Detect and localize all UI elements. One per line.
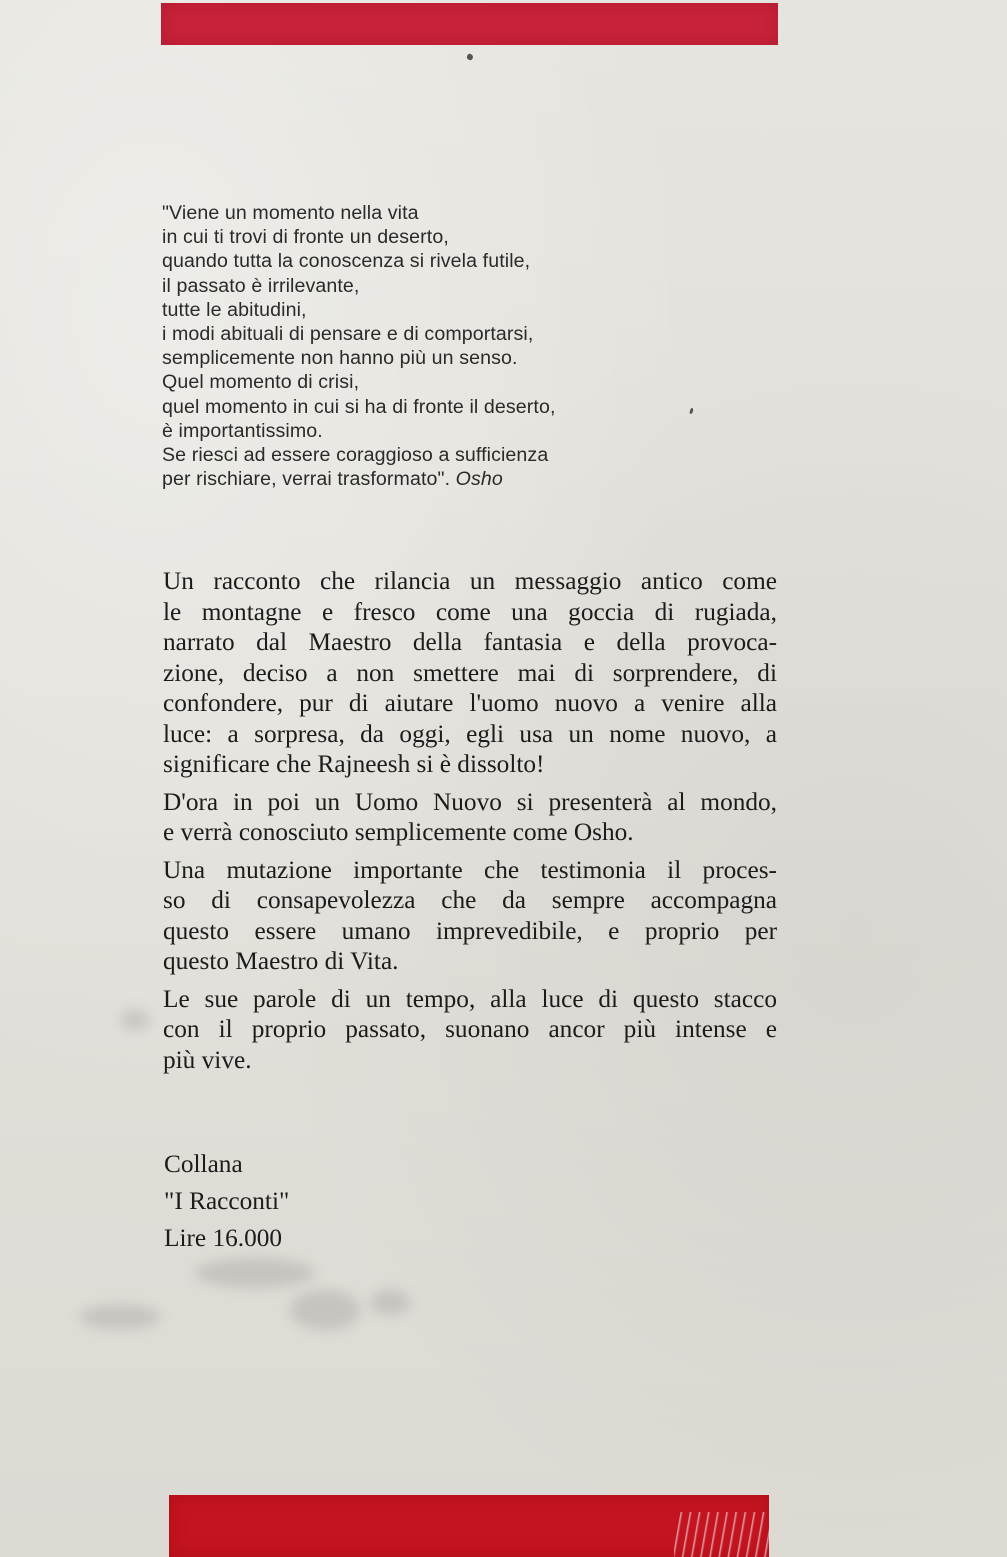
quote-line: i modi abituali di pensare e di comportarsi, [162,323,534,346]
description-line: e verrà conosciuto semplicemente come Osho. [163,818,634,846]
quote-line: Quel momento di crisi, [162,371,360,394]
quote-line: per rischiare, verrai trasformato". [162,468,451,491]
description-line: narrato dal Maestro della fantasia e della provoca- [163,628,777,656]
quote-line: quel momento in cui si ha di fronte il deserto, [162,395,556,418]
description-line: questo essere umano imprevedibile, e proprio per [163,916,777,945]
description-line: con il proprio passato, suonano ancor più intense e [163,1015,777,1043]
ink-speck [466,53,474,61]
smudge-mark [120,1010,150,1030]
description-line: Le sue parole di un tempo, alla luce di questo stacco [163,984,777,1013]
quote-line: in cui ti trovi di fronte un deserto, [162,226,449,249]
description-line: più vive. [163,1045,252,1074]
smudge-mark [80,1305,160,1329]
description-paragraph [163,566,777,780]
description-line: questo Maestro di Vita. [163,947,399,975]
quote-line: semplicemente non hanno più un senso. [162,347,518,370]
description-line: so di consapevolezza che da sempre accompagna [163,886,777,914]
quote-line: il passato è irrilevante, [162,274,360,297]
description-paragraph [163,787,777,848]
description-line: le montagne e fresco come una goccia di rugiada, [163,597,777,626]
price: Lire 16.000 [164,1224,283,1252]
description-line: zione, deciso a non smettere mai di sorprendere, di [163,658,777,687]
quote-line-final [162,467,722,491]
description-line: Una mutazione importante che testimonia il proces- [163,855,777,884]
quote-author: Osho [455,468,503,491]
description-line: luce: a sorpresa, da oggi, egli usa un nome nuovo, a [163,719,777,748]
osho-quote [162,201,722,491]
description-line: confondere, pur di aiutare l'uomo nuovo a venire alla [163,689,777,717]
smudge-mark [370,1290,410,1315]
book-description [163,566,777,1082]
description-line: D'ora in poi un Uomo Nuovo si presenterà al mondo, [163,787,777,816]
series-name: "I Racconti" [164,1187,290,1215]
description-paragraph [163,984,777,1076]
series-info [164,1146,289,1257]
quote-line: tutte le abitudini, [162,298,307,321]
description-line: significare che Rajneesh si è dissolto! [163,750,545,778]
quote-line: è importantissimo. [162,419,323,442]
description-paragraph [163,855,777,977]
quote-line: quando tutta la conoscenza si rivela futile, [162,250,531,273]
worn-edge [674,1512,769,1557]
bottom-red-band [169,1495,769,1557]
smudge-mark [290,1290,360,1330]
quote-line: "Viene un momento nella vita [162,202,419,224]
smudge-mark [195,1258,315,1288]
series-label: Collana [164,1150,243,1178]
quote-line: Se riesci ad essere coraggioso a sufficienza [162,444,549,467]
description-line: Un racconto che rilancia un messaggio antico come [163,567,777,595]
top-red-band [161,3,778,45]
